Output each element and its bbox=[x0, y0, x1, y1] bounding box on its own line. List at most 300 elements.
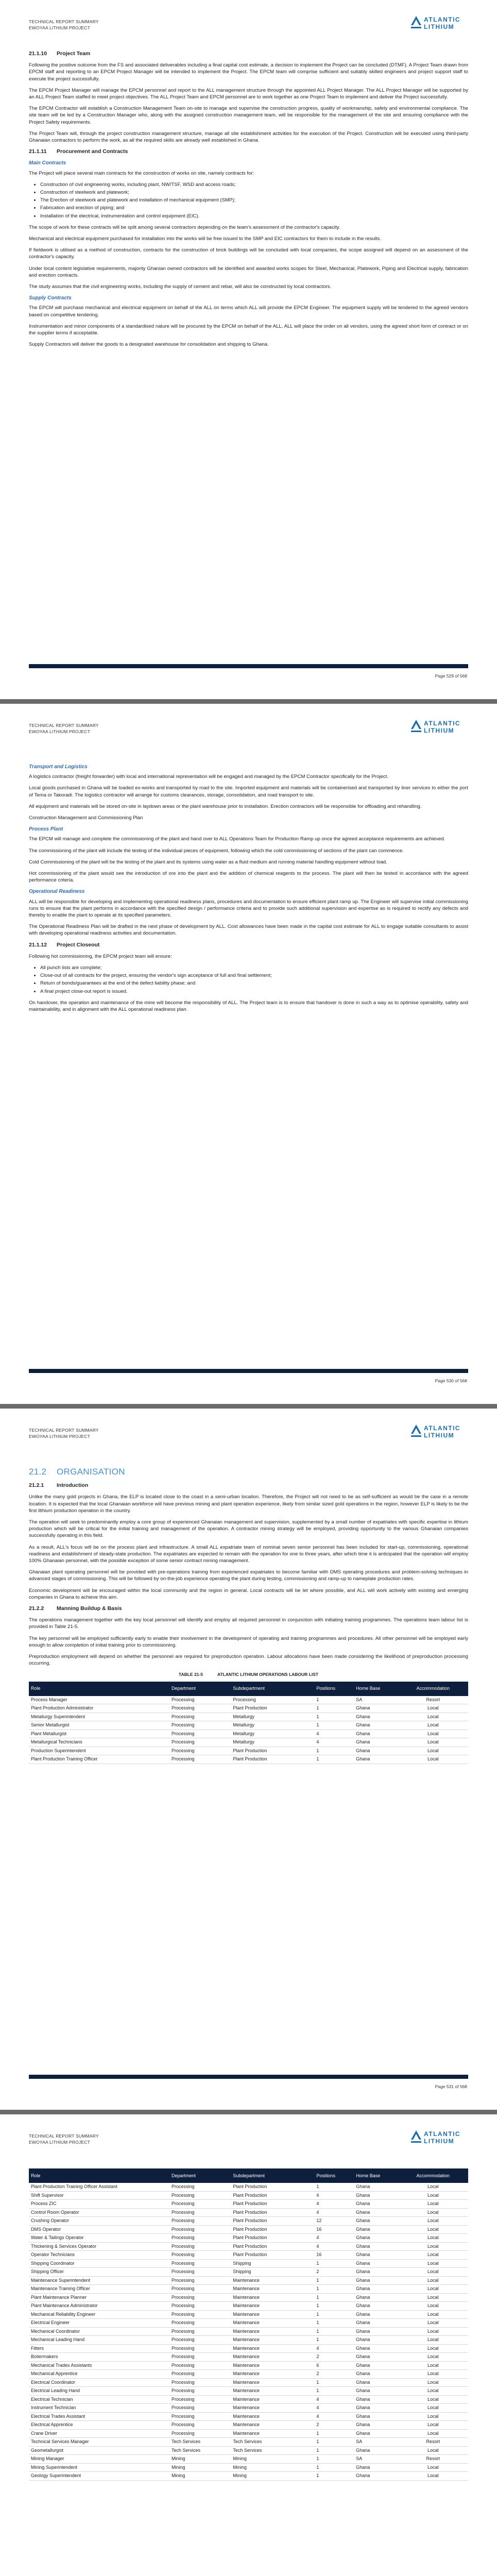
list-item: • All punch lists are complete; bbox=[40, 964, 468, 971]
table-row bbox=[29, 1730, 468, 1738]
table-cell: Mechanical Trades Assistants bbox=[29, 2361, 169, 2370]
table-cell: Ghana bbox=[354, 1730, 398, 1738]
table-row bbox=[29, 1721, 468, 1730]
paragraph: Supply Contractors will deliver the goods to a designated warehouse for consolidation and shipping to Ghana. bbox=[29, 342, 269, 348]
section-heading-introduction bbox=[29, 1482, 468, 1489]
table-cell: Ghana bbox=[354, 2217, 398, 2226]
table-row bbox=[29, 2370, 468, 2379]
table-cell: Shipping Coordinator bbox=[29, 2259, 169, 2268]
table-cell: 4 bbox=[314, 2234, 354, 2243]
section-title: Manning Buildup & Basis bbox=[57, 1605, 122, 1612]
table-cell: Mining bbox=[231, 2455, 314, 2464]
table-cell: Electrical Technician bbox=[29, 2395, 169, 2404]
atlantic-lithium-logo bbox=[410, 719, 467, 737]
paragraph: Hot commissioning of the plant would see the introduction of ore into the plant and the addition of chemical reagents to the process. The plant will then be tested in accordance with the agreed performance criteria. bbox=[29, 871, 468, 884]
table-cell: Local bbox=[398, 2310, 468, 2319]
table-cell: Processing bbox=[169, 2293, 231, 2302]
table-cell: Local bbox=[398, 2242, 468, 2251]
table-cell: 4 bbox=[314, 2208, 354, 2217]
labour-list-table-continued bbox=[29, 2168, 468, 2481]
list-item: • The Erection of steelwork and platework and installation of mechanical equipment (SMP); bbox=[40, 197, 468, 204]
header-report-title: TECHNICAL REPORT SUMMARY bbox=[29, 2133, 99, 2139]
table-cell: Local bbox=[398, 2200, 468, 2209]
header-project-name: EWOYAA LITHIUM PROJECT bbox=[29, 729, 91, 734]
table-cell: Geometallurgist bbox=[29, 2446, 169, 2455]
table-cell: Processing bbox=[169, 2412, 231, 2421]
table-cell: Mechanical Apprentice bbox=[29, 2370, 169, 2379]
table-cell: Local bbox=[398, 2378, 468, 2387]
column-header: Accommodation bbox=[398, 1682, 468, 1696]
paragraph: As a result, ALL's focus will be on the process plant and infrastructure. A small ALL expatriate team of nominal seven senior personnel has been included for start-up, commissioning, operational readiness and establishment of steady-state production. The expatriates are expected to remain with the operation for one to three years, after which time it is anticipated that the operation will employ 100% Ghanaian personnel, with the possible exception of some senior contract mining management. bbox=[29, 1544, 468, 1564]
atlantic-lithium-logo bbox=[410, 1424, 467, 1442]
logo-triangle-icon bbox=[410, 719, 422, 735]
table-cell: Local bbox=[398, 2268, 468, 2277]
table-body bbox=[29, 1696, 468, 1764]
page-body bbox=[29, 760, 468, 1018]
table-cell: Processing bbox=[169, 2276, 231, 2285]
table-cell: Electrical Trades Assistant bbox=[29, 2412, 169, 2421]
table-cell: Maintenance bbox=[231, 2293, 314, 2302]
table-cell: 1 bbox=[314, 2463, 354, 2472]
table-cell: Shift Supervisor bbox=[29, 2191, 169, 2200]
column-header: Role bbox=[29, 1682, 169, 1696]
logo-triangle-icon bbox=[410, 1424, 422, 1439]
table-cell: Local bbox=[398, 2293, 468, 2302]
table-cell: Processing bbox=[169, 2191, 231, 2200]
table-cell: Ghana bbox=[354, 1721, 398, 1730]
paragraph: The operation will seek to predominantly employ a core group of experienced Ghanaian management and supervision, supplemented by a small number of expatriates with specific expertise in lithium production which will be critical for the initial training and management of the operation. A contractor mining strategy will be employed, providing opportunity to the various Ghanaian companies successfully operating in this field. bbox=[29, 1519, 468, 1539]
table-cell: Maintenance bbox=[231, 2370, 314, 2379]
section-title: ORGANISATION bbox=[57, 1467, 125, 1477]
table-cell: Plant Maintenance Planner bbox=[29, 2293, 169, 2302]
table-cell: Plant Production bbox=[231, 2217, 314, 2226]
table-cell: Electrical Apprentice bbox=[29, 2421, 169, 2430]
logo-triangle-icon bbox=[410, 2130, 422, 2145]
list-item: • Close-out of all contracts for the project, ensuring the vendor's sign acceptance of full and final settlement; bbox=[40, 972, 468, 979]
table-cell: Ghana bbox=[354, 1738, 398, 1747]
logo-word-lithium: LITHIUM bbox=[424, 2138, 455, 2145]
table-row bbox=[29, 2293, 468, 2302]
column-header: Home Base bbox=[354, 2168, 398, 2183]
table-cell: Maintenance bbox=[231, 2319, 314, 2328]
table-cell: Processing bbox=[169, 1738, 231, 1747]
table-cell: Processing bbox=[169, 2268, 231, 2277]
table-cell: Operator Technicians bbox=[29, 2251, 169, 2260]
table-cell: 1 bbox=[314, 2327, 354, 2336]
table-cell: Ghana bbox=[354, 2472, 398, 2481]
column-header: Positions bbox=[314, 1682, 354, 1696]
table-cell: 1 bbox=[314, 1747, 354, 1755]
table-cell: Process ZIC bbox=[29, 2200, 169, 2209]
table-cell: Local bbox=[398, 2361, 468, 2370]
table-cell: 6 bbox=[314, 2361, 354, 2370]
logo-word-atlantic: ATLANTIC bbox=[424, 720, 461, 727]
table-cell: Ghana bbox=[354, 2395, 398, 2404]
table-cell: Maintenance bbox=[231, 2285, 314, 2294]
table-cell: Plant Production bbox=[231, 2191, 314, 2200]
table-cell: Local bbox=[398, 1721, 468, 1730]
table-cell: Resort bbox=[398, 1696, 468, 1704]
table-cell: Processing bbox=[169, 2200, 231, 2209]
paragraph: The EPCM will purchase mechanical and electrical equipment on behalf of the ALL on terms which ALL will provide the EPCM Engineer. The equipment supply will be tendered to the agreed vendors based on competitive tendering. bbox=[29, 305, 468, 318]
column-header: Subdepartment bbox=[231, 1682, 314, 1696]
table-cell: 2 bbox=[314, 2421, 354, 2430]
table-cell: 2 bbox=[314, 2268, 354, 2277]
paragraph: The operations management together with the key local personnel will identify and employ all required personnel in conjunction with initiating training programmes. The operations team labour list is provided in Table 21-5. bbox=[29, 1617, 468, 1630]
table-cell: Local bbox=[398, 1755, 468, 1764]
bullet-list bbox=[29, 964, 468, 995]
table-row bbox=[29, 2225, 468, 2234]
table-cell: Processing bbox=[169, 1730, 231, 1738]
table-cell: Ghana bbox=[354, 2404, 398, 2413]
table-cell: Local bbox=[398, 2472, 468, 2481]
table-cell: Local bbox=[398, 2276, 468, 2285]
table-cell: Ghana bbox=[354, 2285, 398, 2294]
paragraph: The scope of work for these contracts will be split among several contractors depending on the team's assessment of the contractor's capacity. bbox=[29, 224, 340, 230]
table-cell: Maintenance bbox=[231, 2395, 314, 2404]
table-row bbox=[29, 2361, 468, 2370]
table-cell: Maintenance bbox=[231, 2327, 314, 2336]
table-row bbox=[29, 2344, 468, 2353]
section-heading-project-team bbox=[29, 50, 468, 57]
paragraph: The Project Team will, through the project construction management structure, manage all site establishment activities for the execution of the Project. Construction will be executed using third-party Ghanaian contractors to perform the work, as all the required skills are already well established in Ghana. bbox=[29, 130, 468, 144]
table-cell: Ghana bbox=[354, 2319, 398, 2328]
table-cell: Processing bbox=[169, 2183, 231, 2191]
table-cell: Ghana bbox=[354, 2353, 398, 2362]
table-cell: Processing bbox=[169, 2421, 231, 2430]
table-cell: Processing bbox=[169, 2327, 231, 2336]
table-cell: Tech Services bbox=[169, 2446, 231, 2455]
table-cell: Plant Production Administrator bbox=[29, 1704, 169, 1713]
logo-word-atlantic: ATLANTIC bbox=[424, 2130, 461, 2138]
table-cell: Thickening & Services Operator bbox=[29, 2242, 169, 2251]
section-heading-project-closeout bbox=[29, 942, 468, 948]
section-title: Project Team bbox=[57, 50, 91, 57]
table-cell: Plant Production bbox=[231, 2183, 314, 2191]
table-cell: Processing bbox=[169, 2395, 231, 2404]
table-row bbox=[29, 2412, 468, 2421]
paragraph: The Operational Readiness Plan will be drafted in the next phase of development by ALL. Cost allowances have been made in the capital cost estimate for ALL to engage suitable consultants to assist with developing operational readiness activities and documentation. bbox=[29, 924, 468, 937]
paragraph: Unlike the many gold projects in Ghana, the ELP is located close to the coast in a semi-urban location. Therefore, the Project will not need to be as self-sufficient as would be the case in a remote location. It is expected that the local Ghanaian workforce will have previous mining and plant operation experience, likely from similar sized gold operations in the region, however ELP is likely to be the first lithium production operation in the country. bbox=[29, 1494, 468, 1514]
table-cell: Maintenance bbox=[231, 2353, 314, 2362]
paragraph: The EPCM Project Manager will manage the EPCM personnel and report to the ALL management structure through the appointed ALL Project Manager. The ALL Project Manager will be supported by an ALL Project Team staffed to meet project objectives. The ALL Project Team and EPCM personnel are to work together as one Project Team to implement and deliver the Project successfully. bbox=[29, 87, 468, 100]
page-body bbox=[29, 46, 468, 353]
table-row bbox=[29, 1747, 468, 1755]
table-cell: Maintenance bbox=[231, 2421, 314, 2430]
table-cell: Local bbox=[398, 2395, 468, 2404]
table-cell: Mining bbox=[169, 2455, 231, 2464]
table-cell: 4 bbox=[314, 2404, 354, 2413]
table-cell: Mechanical Coordinator bbox=[29, 2327, 169, 2336]
table-cell: 1 bbox=[314, 2472, 354, 2481]
table-cell: Electrical Coordinator bbox=[29, 2378, 169, 2387]
table-cell: Processing bbox=[169, 1747, 231, 1755]
table-cell: Shipping Officer bbox=[29, 2268, 169, 2277]
table-row bbox=[29, 2404, 468, 2413]
table-cell: Local bbox=[398, 1747, 468, 1755]
table-cell: Processing bbox=[169, 2429, 231, 2438]
table-cell: 1 bbox=[314, 2378, 354, 2387]
table-cell: Technical Services Manager bbox=[29, 2438, 169, 2447]
paragraph: Under local content legislative requirements, majority Ghanian owned contractors will be identified and awarded works scopes for Steel, Mechanical, Platework, Piping and Electrical supply, fabrication and erection contracts. bbox=[29, 265, 468, 278]
table-cell: Local bbox=[398, 2429, 468, 2438]
table-cell: Local bbox=[398, 2319, 468, 2328]
table-cell: Plant Production Training Officer Assistant bbox=[29, 2183, 169, 2191]
table-cell: Local bbox=[398, 2421, 468, 2430]
table-cell: Resort bbox=[398, 2455, 468, 2464]
table-cell: Maintenance bbox=[231, 2344, 314, 2353]
table-cell: Processing bbox=[169, 1696, 231, 1704]
table-cell: Local bbox=[398, 2208, 468, 2217]
subheading-main-contracts: Main Contracts bbox=[29, 160, 66, 166]
table-cell: Mechanical Reliability Engineer bbox=[29, 2310, 169, 2319]
table-cell: Ghana bbox=[354, 2208, 398, 2217]
table-cell: 1 bbox=[314, 2302, 354, 2311]
report-page-531 bbox=[0, 1409, 497, 2110]
table-cell: Local bbox=[398, 2191, 468, 2200]
table-cell: Local bbox=[398, 2463, 468, 2472]
table-cell: Processing bbox=[169, 2336, 231, 2345]
table-cell: Electrical Leading Hand bbox=[29, 2387, 169, 2396]
table-cell: 1 bbox=[314, 1713, 354, 1721]
table-cell: Ghana bbox=[354, 1704, 398, 1713]
table-cell: Tech Services bbox=[169, 2438, 231, 2447]
report-page-530 bbox=[0, 704, 497, 1404]
table-cell: Plant Production bbox=[231, 2234, 314, 2243]
table-cell: Maintenance Training Officer bbox=[29, 2285, 169, 2294]
table-cell: Local bbox=[398, 2327, 468, 2336]
table-cell: Plant Production bbox=[231, 2251, 314, 2260]
table-caption bbox=[29, 1671, 468, 1678]
table-cell: Process Manager bbox=[29, 1696, 169, 1704]
page-body bbox=[29, 1465, 468, 1764]
table-cell: 1 bbox=[314, 2336, 354, 2345]
table-row bbox=[29, 2310, 468, 2319]
paragraph: Construction Management and Commissioning Plan bbox=[29, 815, 143, 821]
table-cell: Maintenance bbox=[231, 2429, 314, 2438]
paragraph: The EPCM Contractor will establish a Construction Management Team on-site to manage and supervise the construction progress, quality of workmanship, safety and environmental compliance. The site team will be led by a Construction Manager who, along with the assigned construction management team, will be responsible for the management of the site and ensuring compliance with the Project Safety requirements. bbox=[29, 106, 468, 125]
table-cell: Processing bbox=[169, 2387, 231, 2396]
table-row bbox=[29, 1755, 468, 1764]
table-cell: Ghana bbox=[354, 2183, 398, 2191]
table-cell: 1 bbox=[314, 1704, 354, 1713]
table-row bbox=[29, 2217, 468, 2226]
list-item: • Installation of the electrical, instrumentation and control equipment (EIC). bbox=[40, 213, 468, 219]
table-cell: Tech Services bbox=[231, 2438, 314, 2447]
table-cell: 1 bbox=[314, 1721, 354, 1730]
table-row bbox=[29, 2302, 468, 2311]
table-cell: Mining bbox=[231, 2463, 314, 2472]
logo-word-atlantic: ATLANTIC bbox=[424, 16, 461, 23]
table-cell: Ghana bbox=[354, 2446, 398, 2455]
list-item: • Construction of steelwork and platework; bbox=[40, 189, 468, 196]
table-cell: Crushing Operator bbox=[29, 2217, 169, 2226]
table-cell: Ghana bbox=[354, 2251, 398, 2260]
table-cell: SA bbox=[354, 1696, 398, 1704]
table-row bbox=[29, 2455, 468, 2464]
table-row bbox=[29, 2191, 468, 2200]
table-cell: Plant Production bbox=[231, 2208, 314, 2217]
table-cell: Ghana bbox=[354, 2310, 398, 2319]
report-page-529 bbox=[0, 0, 497, 699]
list-item: • Return of bonds/guarantees at the end of the defect liability phase; and bbox=[40, 980, 468, 987]
table-cell: Ghana bbox=[354, 2429, 398, 2438]
table-cell: Processing bbox=[169, 2234, 231, 2243]
table-cell: Ghana bbox=[354, 2387, 398, 2396]
table-cell: Plant Production bbox=[231, 1747, 314, 1755]
paragraph: Following hot commissioning, the EPCM project team will ensure: bbox=[29, 953, 172, 959]
table-cell: Processing bbox=[169, 1755, 231, 1764]
page-header bbox=[29, 722, 99, 735]
paragraph: The commissioning of the plant will include the testing of the individual pieces of equipment, following which the cold commissioning of sections of the plant can commence. bbox=[29, 848, 404, 854]
table-cell: Local bbox=[398, 2234, 468, 2243]
section-number: 21.2.2 bbox=[29, 1605, 44, 1612]
table-cell: Maintenance bbox=[231, 2302, 314, 2311]
paragraph: The Project will place several main contracts for the construction of works on site, namely contracts for: bbox=[29, 170, 254, 176]
table-cell: Processing bbox=[169, 2242, 231, 2251]
table-cell: 2 bbox=[314, 2353, 354, 2362]
section-title: Introduction bbox=[57, 1482, 89, 1489]
table-cell: Ghana bbox=[354, 2268, 398, 2277]
table-row bbox=[29, 2251, 468, 2260]
table-cell: Mining bbox=[231, 2472, 314, 2481]
table-cell: Plant Production bbox=[231, 2225, 314, 2234]
table-cell: 4 bbox=[314, 1730, 354, 1738]
table-cell: 1 bbox=[314, 2276, 354, 2285]
labour-list-table bbox=[29, 1682, 468, 1764]
table-cell: Maintenance bbox=[231, 2310, 314, 2319]
table-cell: Local bbox=[398, 2225, 468, 2234]
table-cell: Ghana bbox=[354, 2336, 398, 2345]
table-cell: Metallurgy Superintendent bbox=[29, 1713, 169, 1721]
table-row bbox=[29, 2429, 468, 2438]
table-cell: SA bbox=[354, 2455, 398, 2464]
table-cell: Processing bbox=[169, 2310, 231, 2319]
table-cell: Ghana bbox=[354, 1713, 398, 1721]
page-number: Page 530 of 568 bbox=[435, 1378, 467, 1383]
chapter-heading-organisation bbox=[29, 1468, 468, 1475]
paragraph: Mechanical and electrical equipment purchased for installation into the works will be free issued to the SMP and EIC contractors for them to include in the results. bbox=[29, 236, 381, 242]
table-cell: Senior Metallurgist bbox=[29, 1721, 169, 1730]
table-cell: 1 bbox=[314, 2259, 354, 2268]
table-row bbox=[29, 2319, 468, 2328]
section-number: 21.1.11 bbox=[29, 148, 47, 155]
table-cell: Ghana bbox=[354, 1755, 398, 1764]
table-cell: 1 bbox=[314, 2455, 354, 2464]
table-cell: Fitters bbox=[29, 2344, 169, 2353]
table-title: ATLANTIC LITHIUM OPERATIONS LABOUR LIST bbox=[217, 1672, 319, 1677]
section-number: 21.1.12 bbox=[29, 941, 47, 948]
table-cell: Maintenance bbox=[231, 2378, 314, 2387]
paragraph: A logistics contractor (freight forwarder) with local and international representation will be engaged and managed by the EPCM Contractor specifically for the Project. bbox=[29, 774, 389, 780]
table-row bbox=[29, 1738, 468, 1747]
table-row bbox=[29, 1696, 468, 1704]
table-cell: Shipping bbox=[231, 2268, 314, 2277]
table-cell: Processing bbox=[169, 2319, 231, 2328]
atlantic-lithium-logo bbox=[410, 2130, 467, 2147]
table-cell: Processing bbox=[169, 2361, 231, 2370]
list-item: • A final project close-out report is issued. bbox=[40, 988, 468, 995]
header-report-title: TECHNICAL REPORT SUMMARY bbox=[29, 19, 99, 24]
list-item: • Fabrication and erection of piping; and bbox=[40, 205, 468, 211]
subheading-supply-contracts: Supply Contracts bbox=[29, 295, 72, 301]
table-row bbox=[29, 2183, 468, 2191]
table-cell: 4 bbox=[314, 1738, 354, 1747]
table-cell: Local bbox=[398, 2446, 468, 2455]
table-cell: Resort bbox=[398, 2438, 468, 2447]
table-row bbox=[29, 2463, 468, 2472]
footer-bar bbox=[29, 1369, 468, 1373]
table-cell: Processing bbox=[169, 2404, 231, 2413]
table-cell: Instrument Technician bbox=[29, 2404, 169, 2413]
table-cell: Ghana bbox=[354, 2191, 398, 2200]
table-cell: Ghana bbox=[354, 2200, 398, 2209]
table-cell: Ghana bbox=[354, 2344, 398, 2353]
table-cell: Local bbox=[398, 1730, 468, 1738]
table-cell: 1 bbox=[314, 2183, 354, 2191]
table-cell: 1 bbox=[314, 2285, 354, 2294]
table-cell: Processing bbox=[169, 2302, 231, 2311]
paragraph: Instrumentation and minor components of a standardised nature will be procured by the EPCM on behalf of the ALL, ALL will place the order on all vendors, using the agreed short form of contract or on the supplier terms if acceptable. bbox=[29, 323, 468, 336]
page-header bbox=[29, 2133, 99, 2145]
logo-triangle-icon bbox=[410, 15, 422, 31]
page-number: Page 529 of 568 bbox=[435, 673, 467, 679]
table-cell: Maintenance bbox=[231, 2387, 314, 2396]
table-cell: Processing bbox=[169, 1704, 231, 1713]
table-cell: Metallurgy bbox=[231, 1730, 314, 1738]
paragraph: Economic development will be encouraged within the local community and the region in general. Local contracts will be let where possible, and ALL will work actively with existing and emerging companies in Ghana to achieve this aim. bbox=[29, 1587, 468, 1600]
table-cell: Local bbox=[398, 2412, 468, 2421]
table-cell: Local bbox=[398, 1713, 468, 1721]
table-cell: Processing bbox=[231, 1696, 314, 1704]
table-cell: 4 bbox=[314, 2200, 354, 2209]
table-row bbox=[29, 2353, 468, 2362]
table-cell: Ghana bbox=[354, 2463, 398, 2472]
table-cell: 4 bbox=[314, 2395, 354, 2404]
table-cell: Ghana bbox=[354, 2242, 398, 2251]
table-row bbox=[29, 2208, 468, 2217]
table-row bbox=[29, 2268, 468, 2277]
section-number: 21.1.10 bbox=[29, 50, 47, 57]
table-row bbox=[29, 2336, 468, 2345]
table-cell: 16 bbox=[314, 2251, 354, 2260]
table-cell: 4 bbox=[314, 2412, 354, 2421]
table-cell: Ghana bbox=[354, 2361, 398, 2370]
table-cell: Local bbox=[398, 2259, 468, 2268]
table-cell: Processing bbox=[169, 2344, 231, 2353]
table-cell: Plant Metallurgist bbox=[29, 1730, 169, 1738]
page-header bbox=[29, 19, 99, 31]
footer-bar bbox=[29, 2075, 468, 2079]
table-cell: Plant Production bbox=[231, 1755, 314, 1764]
table-row bbox=[29, 2446, 468, 2455]
table-cell: Electrical Engineer bbox=[29, 2319, 169, 2328]
table-cell: Processing bbox=[169, 1713, 231, 1721]
table-row bbox=[29, 2200, 468, 2209]
header-report-title: TECHNICAL REPORT SUMMARY bbox=[29, 1428, 99, 1433]
table-cell: Water & Tailings Operator bbox=[29, 2234, 169, 2243]
table-cell: Ghana bbox=[354, 2327, 398, 2336]
table-header-row bbox=[29, 2168, 468, 2183]
table-cell: Local bbox=[398, 2183, 468, 2191]
logo-word-atlantic: ATLANTIC bbox=[424, 1425, 461, 1432]
paragraph: If fieldwork is utilised as a method of construction, contracts for the construction of brick buildings will be concluded with local companies, the scope assigned will depend on an assessment of the contractor's capacity. bbox=[29, 247, 468, 260]
table-cell: 1 bbox=[314, 2310, 354, 2319]
table-cell: Ghana bbox=[354, 2276, 398, 2285]
table-cell: Ghana bbox=[354, 2378, 398, 2387]
subheading-transport-logistics: Transport and Logistics bbox=[29, 764, 88, 770]
bullet-list bbox=[29, 181, 468, 219]
